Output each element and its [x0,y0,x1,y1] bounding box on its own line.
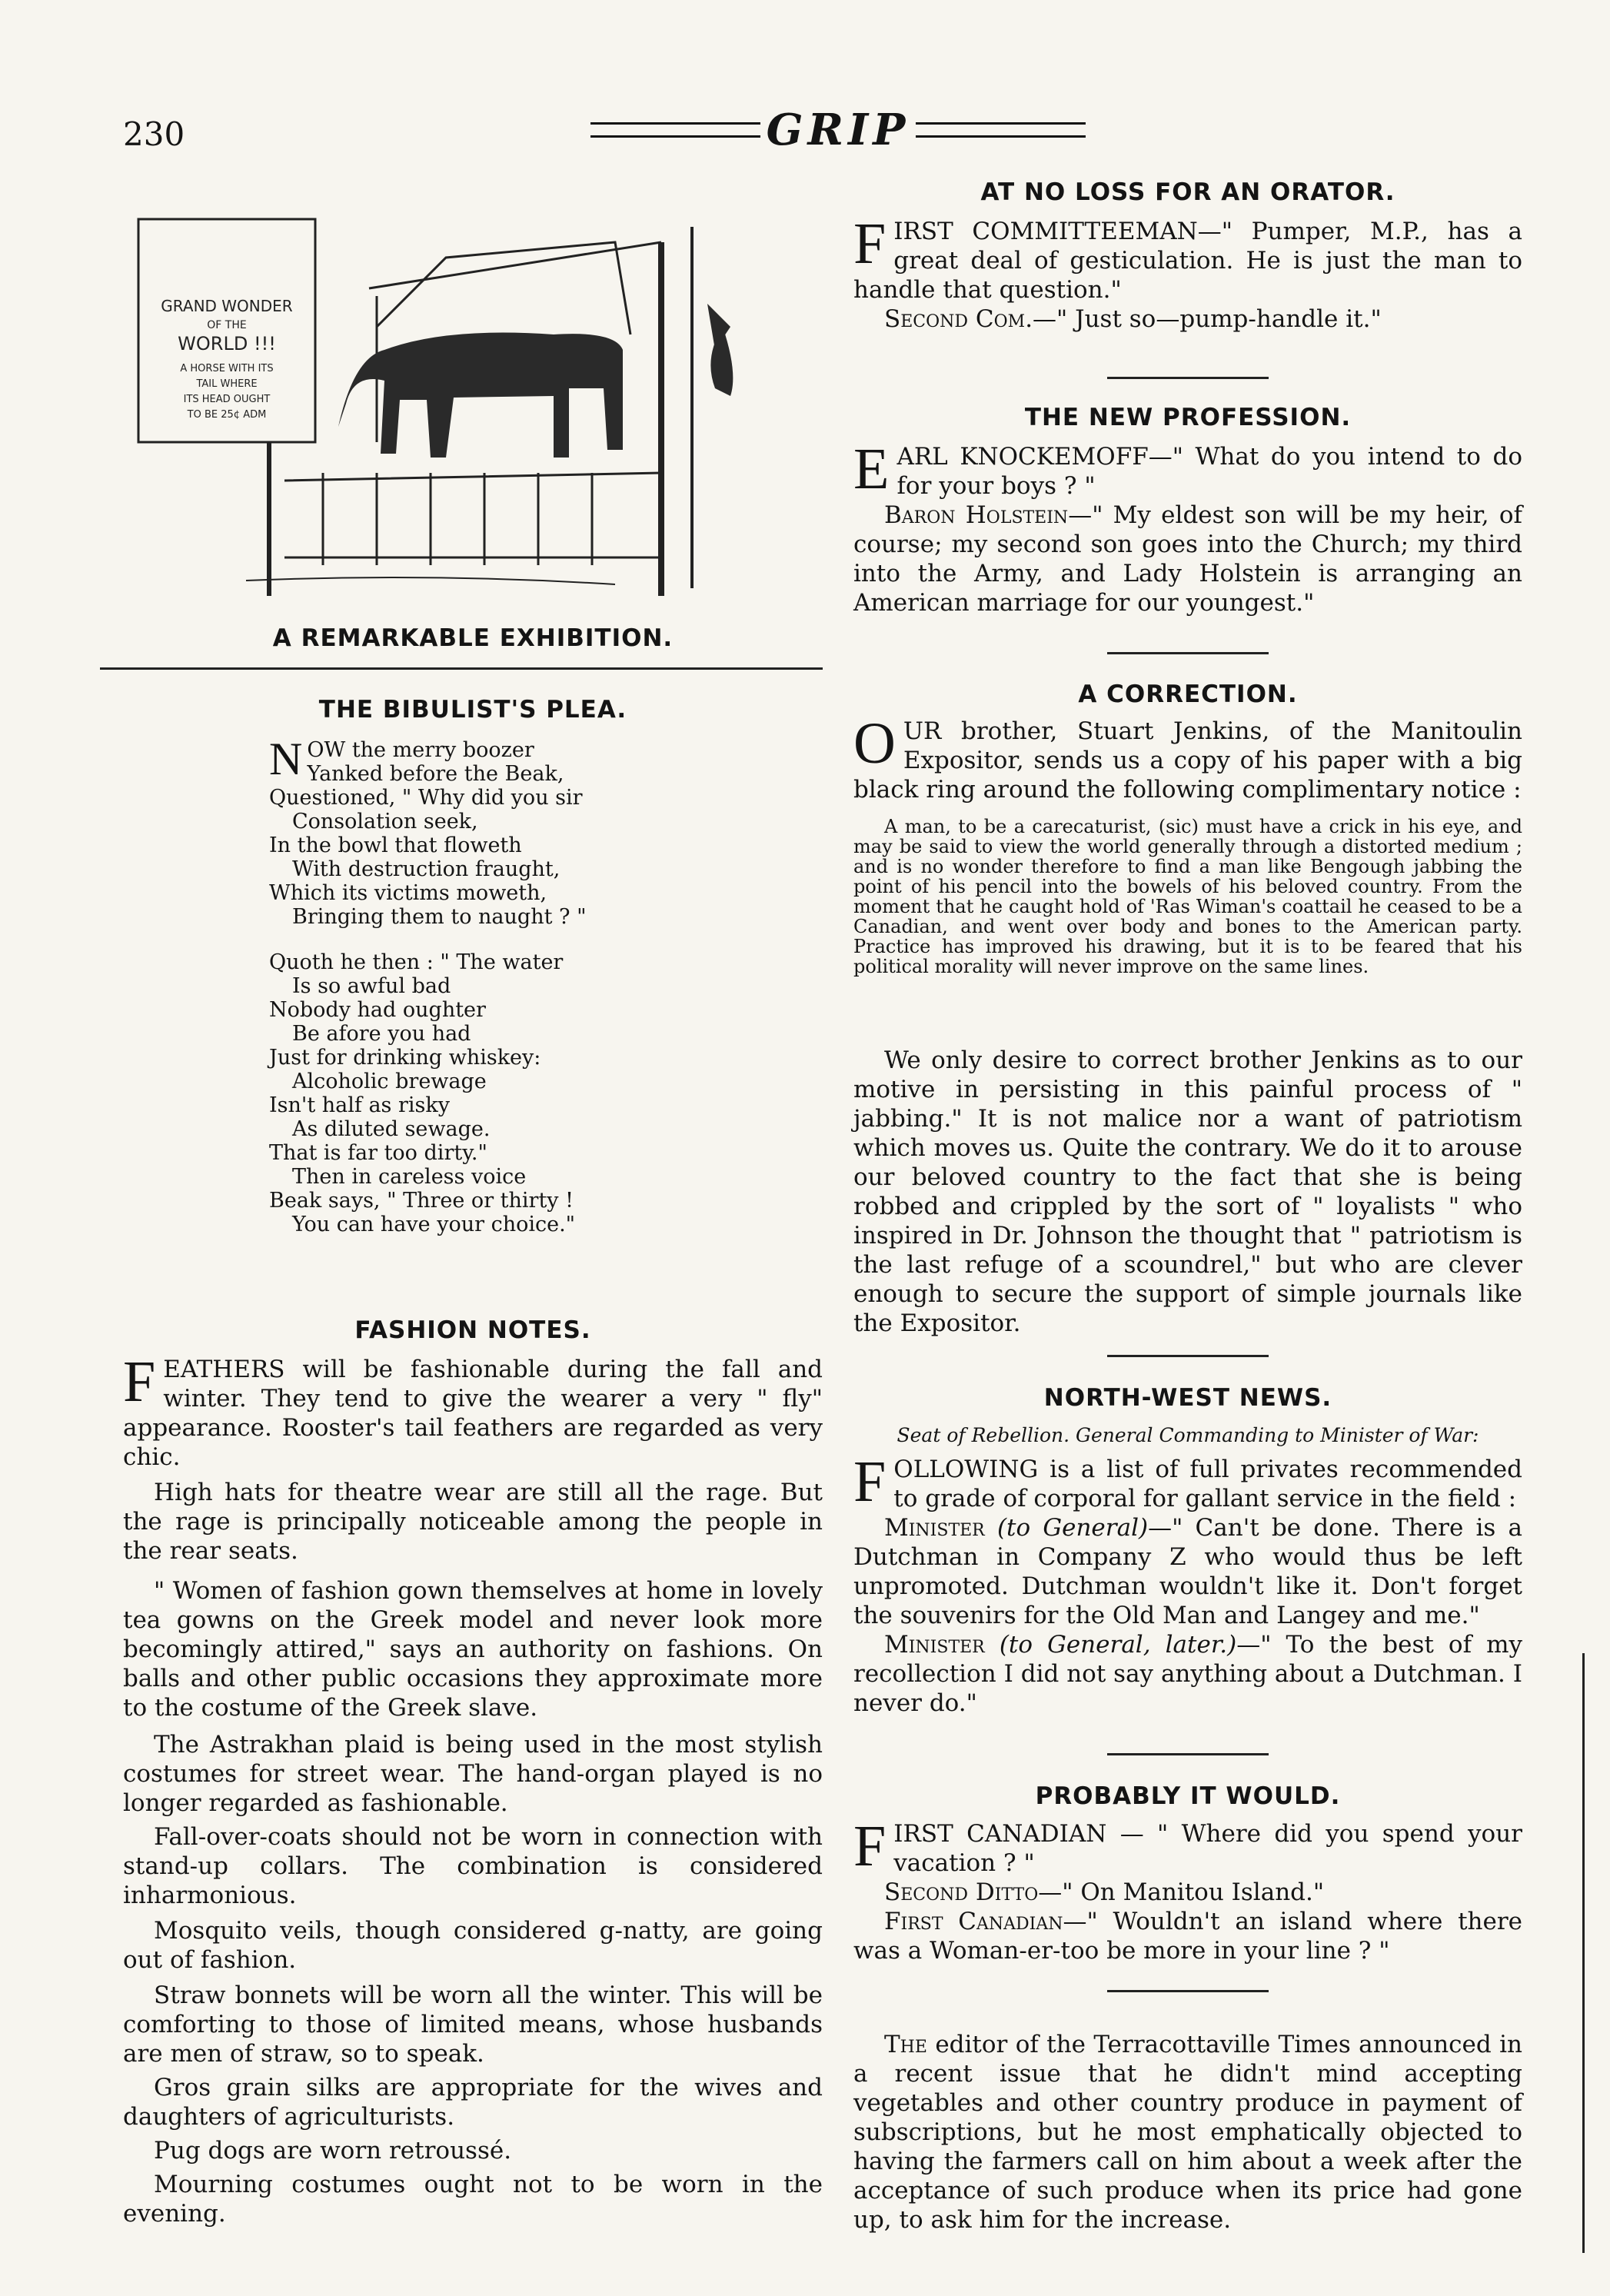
divider [1107,377,1269,379]
terracotta-body [853,2030,1522,2234]
northwest-stage3: (to General, later.) [999,1631,1237,1659]
fashion-paragraph: Pug dogs are worn retroussé. [154,2137,512,2165]
northwest-stage2: (to General) [996,1514,1149,1542]
correction-heading: A CORRECTION. [1078,680,1298,708]
poem-line: Is so awful bad [292,974,451,998]
right-edge-rule [1582,1653,1585,2253]
orator-speaker2: Second Com. [884,305,1033,333]
orator-dropcap: F [853,211,886,276]
probably-line2: —" On Manitou Island." [1038,1878,1325,1906]
poem-line: That is far too dirty." [269,1141,487,1165]
profession-body [853,437,1522,617]
poem-line: Consolation seek, [292,810,478,834]
fashion-paragraph: High hats for theatre wear are still all the rage. But the rage is principally noticeable among the people in the rear seats. [123,1479,823,1565]
poem-line: You can have your choice." [292,1213,576,1236]
poem-line: Alcoholic brewage [292,1070,487,1093]
northwest-speaker3: Minister [884,1631,985,1659]
correction-quote: A man, to be a carecaturist, (sic) must have a crick in his eye, and may be said to view the world generally through a distorted medium ; and is no wonder therefore to find a man like Bengough jabbing the point of his pencil into the bowels of his beloved country. From the moment that he caught hold of 'Ras Wiman's coattail he ceased to be a Canadian, and went over body and bones to the American party. Practice has improved his drawing, but it is to be feared that his political morality will never improve on the same lines. [853,816,1522,977]
orator-line2: —" Just so—pump-handle it." [1033,305,1382,333]
fashion-paragraph: Mourning costumes ought not to be worn in the evening. [123,2171,823,2228]
poem-line: Then in careless voice [292,1165,527,1189]
illustration-caption: A REMARKABLE EXHIBITION. [272,624,674,652]
poem-line: With destruction fraught, [292,857,561,881]
svg-text:TAIL WHERE: TAIL WHERE [196,378,258,390]
poem-line: Beak says, " Three or thirty ! [269,1189,574,1213]
divider [1107,1355,1269,1357]
terracotta-text: editor of the Terracottaville Times announced in a recent issue that he didn't mind accepting vegetables and other country produce in payment of subscriptions, but he most emphatically objected to having the farmers call on him about a week after the acceptance of such produce when its price had gone up, to ask him for the increase. [853,2031,1523,2234]
fashion-paragraph: Gros grain silks are appropriate for the wives and daughters of agriculturists. [123,2074,823,2131]
profession-speaker2: Baron Holstein [884,501,1069,529]
poem-line: Just for drinking whiskey: [269,1046,541,1070]
poem-line: OW the merry boozer [307,738,534,762]
poem-line: Bringing them to naught ? " [292,905,587,929]
bibulist-dropcap: N [269,734,303,784]
fashion-paragraph: Fall-over-coats should not be worn in connection with stand-up collars. The combination is considered inharmonious. [123,1823,823,1909]
probably-dropcap: F [853,1814,886,1878]
svg-text:OF THE: OF THE [207,319,247,331]
profession-line1: ARL KNOCKEMOFF—" What do you intend to do for your boys ? " [896,443,1522,500]
left-column [123,0,823,2296]
svg-text:WORLD !!!: WORLD !!! [178,333,276,354]
svg-text:GRAND WONDER: GRAND WONDER [161,297,293,315]
right-column [853,0,1522,2296]
poem-line: Which its victims moweth, [269,881,547,905]
poem-line: Yanked before the Beak, [307,762,564,786]
svg-text:A HORSE WITH ITS: A HORSE WITH ITS [180,363,274,374]
probably-line3: —" Wouldn't an island where there was a Woman-er-too be more in your line ? " [853,1908,1523,1965]
orator-heading: AT NO LOSS FOR AN ORATOR. [980,178,1395,206]
fashion-dropcap: F [123,1349,156,1414]
divider [1107,1990,1269,1992]
page-number: 230 [123,115,185,153]
fashion-heading: FASHION NOTES. [354,1316,591,1344]
probably-heading: PROBABLY IT WOULD. [1035,1782,1341,1810]
northwest-line3: —" To the best of my recollection I did not say anything about a Dutchman. I never do." [853,1631,1522,1717]
fashion-paragraph: " Women of fashion gown themselves at home in lovely tea gowns on the Greek model and never look more becomingly attired," says an authority on fashions. On balls and other public occasions they approximate more to the costume of the Greek slave. [123,1577,823,1722]
fashion-paragraph: Straw bonnets will be worn all the winter. This will be comforting to those of limited means, whose husbands are men of straw, so to speak. [123,1982,823,2068]
profession-heading: THE NEW PROFESSION. [1024,404,1352,431]
bibulist-poem [269,734,587,1236]
fashion-paragraph: Mosquito veils, though considered g-natty, are going out of fashion. [123,1917,823,1974]
divider [1107,1753,1269,1755]
northwest-heading: NORTH-WEST NEWS. [1043,1384,1332,1412]
stanza-gap [269,929,587,950]
northwest-dropcap: F [853,1449,886,1514]
probably-line1: IRST CANADIAN — " Where did you spend your vacation ? " [893,1820,1522,1877]
divider [1107,652,1269,654]
probably-speaker3: First Canadian [884,1908,1063,1935]
poem-line: As diluted sewage. [292,1117,491,1141]
poem-line: Quoth he then : " The water [269,950,564,974]
orator-body [853,211,1522,334]
correction-intro-text: UR brother, Stuart Jenkins, of the Manitoulin Expositor, sends us a copy of his paper with a big black ring around the following complimentary notice : [853,717,1522,804]
poem-line: Nobody had oughter [269,998,486,1022]
northwest-body [853,1449,1522,1718]
terracotta-lead: The [884,2031,927,2058]
orator-line1: IRST COMMITTEEMAN—" Pumper, M.P., has a great deal of gesticulation. He is just the man to handle that question." [853,218,1522,304]
svg-text:TO BE 25¢ ADM: TO BE 25¢ ADM [187,409,267,421]
northwest-subheading: Seat of Rebellion. General Commanding to Minister of War: [896,1424,1479,1446]
fashion-paragraph: The Astrakhan plaid is being used in the most stylish costumes for street wear. The hand-organ played is no longer regarded as fashionable. [123,1731,823,1817]
northwest-line1: OLLOWING is a list of full privates recommended to grade of corporal for gallant service in the field : [893,1456,1522,1512]
correction-intro [853,711,1522,804]
poem-line: Isn't half as risky [269,1093,451,1117]
profession-dropcap: E [853,437,890,501]
fashion-paragraph [123,1349,823,1472]
northwest-speaker2: Minister [884,1514,985,1542]
masthead-title: GRIP [766,105,910,155]
probably-speaker2: Second Ditto [884,1878,1039,1906]
correction-reply: We only desire to correct brother Jenkins as to our motive in persisting in this painful process of " jabbing." It is not malice nor a want of patriotism which moves us. Quite the contrary. We do it to arouse our beloved country to the fact that she is being robbed and crippled by the sort of " loyalists " who inspired in Dr. Johnson the thought that " patriotism is the last refuge of a scoundrel," but who are clever enough to secure the support of simple journals like the Expositor. [853,1047,1522,1337]
poem-line: Be afore you had [292,1022,471,1046]
profession-line2: —" My eldest son will be my heir, of course; my second son goes into the Church; my third into the Army, and Lady Holstein is arranging an American marriage for our youngest." [853,501,1522,617]
fashion-text: EATHERS will be fashionable during the fall and winter. They tend to give the wearer a very " fly" appearance. Rooster's tail feathers are regarded as very chic. [123,1356,823,1471]
bibulist-heading: THE BIBULIST'S PLEA. [318,696,627,724]
northwest-line2: —" Can't be done. There is a Dutchman in Company Z who would thus be left unpromoted. Dutchman wouldn't like it. Don't forget the souvenirs for the Old Man and Langey and me." [853,1514,1522,1629]
svg-text:ITS HEAD OUGHT: ITS HEAD OUGHT [183,394,271,405]
poem-line: Questioned, " Why did you sir [269,786,583,810]
poem-line: In the bowl that floweth [269,834,522,857]
correction-dropcap: O [853,711,896,776]
probably-body [853,1814,1523,1965]
